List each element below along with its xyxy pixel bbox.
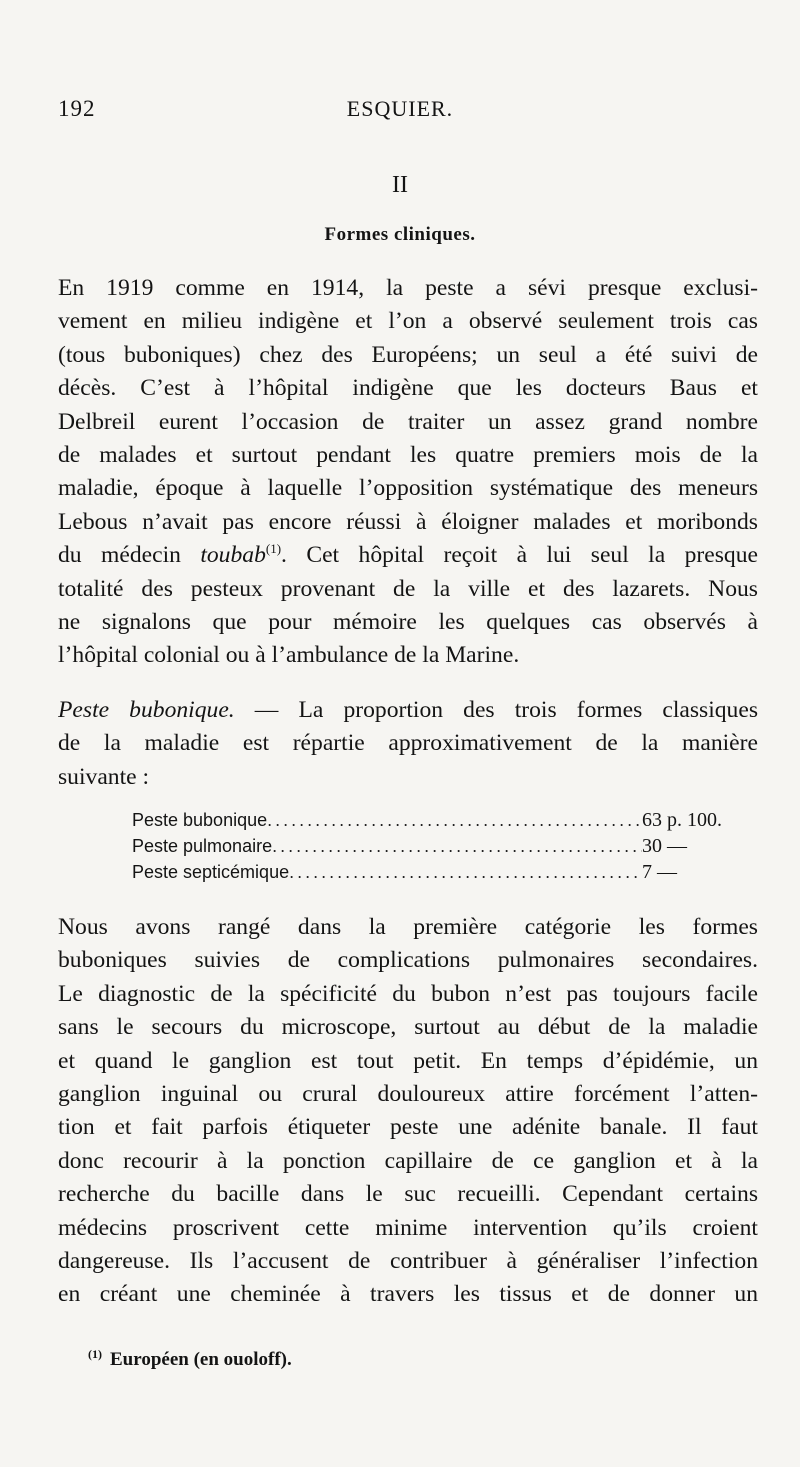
- text-line: [58, 694, 758, 727]
- italic-word: toubab: [200, 542, 266, 569]
- text-line: recherche du bacille dans le suc recueilli. Cependant certains: [58, 1181, 758, 1208]
- table-row: [132, 833, 742, 859]
- row-label: Peste pulmonaire: [132, 836, 273, 856]
- paragraph-1: [58, 272, 758, 673]
- footnote: [88, 1349, 292, 1371]
- paragraph-2: [58, 694, 758, 794]
- text-line: buboniques suivies de complications pulmonaires secondaires.: [58, 947, 758, 974]
- text-line: en créant une cheminée à travers les tissus et de donner un: [58, 1281, 758, 1308]
- text-line: tion et fait parfois étiqueter peste une adénite banale. Il faut: [58, 1114, 758, 1141]
- text-line: sans le secours du microscope, surtout au début de la maladie: [58, 1014, 758, 1041]
- dot-leader: [289, 859, 642, 885]
- text-line: ne signalons que pour mémoire les quelques cas observés à: [58, 608, 758, 635]
- section-number: II: [392, 172, 408, 198]
- text-line: totalité des pesteux provenant de la ville et des lazarets. Nous: [58, 575, 758, 602]
- text-line: maladie, époque à laquelle l’opposition systématique des meneurs: [58, 475, 758, 502]
- text-line: de la maladie est répartie approximativement de la manière: [58, 730, 758, 757]
- text-fragment: . Cet hôpital reçoit à lui seul la presque: [281, 542, 758, 569]
- row-value: 63 p. 100.: [642, 809, 722, 831]
- running-title: ESQUIER.: [346, 96, 454, 121]
- page-number: 192: [58, 96, 96, 121]
- text-line: Nous avons rangé dans la première catégorie les formes: [58, 914, 758, 940]
- text-line: (tous buboniques) chez des Européens; un seul a été suivi de: [58, 341, 758, 368]
- text-line: Lebous n’avait pas encore réussi à éloigner malades et moribonds: [58, 508, 758, 535]
- row-label: Peste septicémique: [132, 862, 290, 882]
- text-line: vement en milieu indigène et l’on a observé seulement trois cas: [58, 308, 758, 335]
- paragraph-3: [58, 911, 758, 1312]
- text-line: de malades et surtout pendant les quatre premiers mois de la: [58, 441, 758, 468]
- text-line: décès. C’est à l’hôpital indigène que les docteurs Baus et: [58, 375, 758, 402]
- row-label: Peste bubonique: [132, 810, 268, 830]
- row-value: 30 —: [642, 835, 687, 857]
- text-fragment: du médecin: [58, 542, 201, 569]
- text-line: et quand le ganglion est tout petit. En temps d’épidémie, un: [58, 1047, 758, 1074]
- text-line: dangereuse. Ils l’accusent de contribuer à généraliser l’infection: [58, 1247, 758, 1274]
- text-line: ganglion inguinal ou crural douloureux attire forcément l’atten-: [58, 1080, 758, 1107]
- text-fragment: — La proportion des trois formes classiques: [234, 697, 758, 723]
- text-line: En 1919 comme en 1914, la peste a sévi presque exclusi-: [58, 275, 758, 301]
- text-line: Delbreil eurent l’occasion de traiter un assez grand nombre: [58, 408, 758, 435]
- footnote-text: Européen (en ouoloff).: [110, 1349, 292, 1370]
- text-line: donc recourir à la ponction capillaire de ce ganglion et à la: [58, 1147, 758, 1174]
- footnote-marker: (1): [88, 1347, 102, 1361]
- dot-leader: [272, 833, 642, 859]
- proportion-table: [132, 807, 742, 885]
- text-line: médecins proscrivent cette minime intervention qu’ils croient: [58, 1214, 758, 1241]
- footnote-ref: (1): [265, 541, 282, 557]
- dot-leader: [267, 807, 642, 833]
- table-row: [132, 859, 742, 885]
- text-line: l’hôpital colonial ou à l’ambulance de la Marine.: [58, 642, 520, 669]
- running-head: [0, 96, 800, 136]
- text-line: [58, 539, 758, 572]
- table-row: [132, 807, 742, 833]
- text-line: Le diagnostic de la spécificité du bubon n’est pas toujours facile: [58, 980, 758, 1007]
- row-value: 7 —: [642, 861, 677, 883]
- text-line: suivante :: [58, 763, 150, 790]
- italic-heading: Peste bubonique.: [58, 697, 235, 723]
- section-title: Formes cliniques.: [324, 224, 476, 245]
